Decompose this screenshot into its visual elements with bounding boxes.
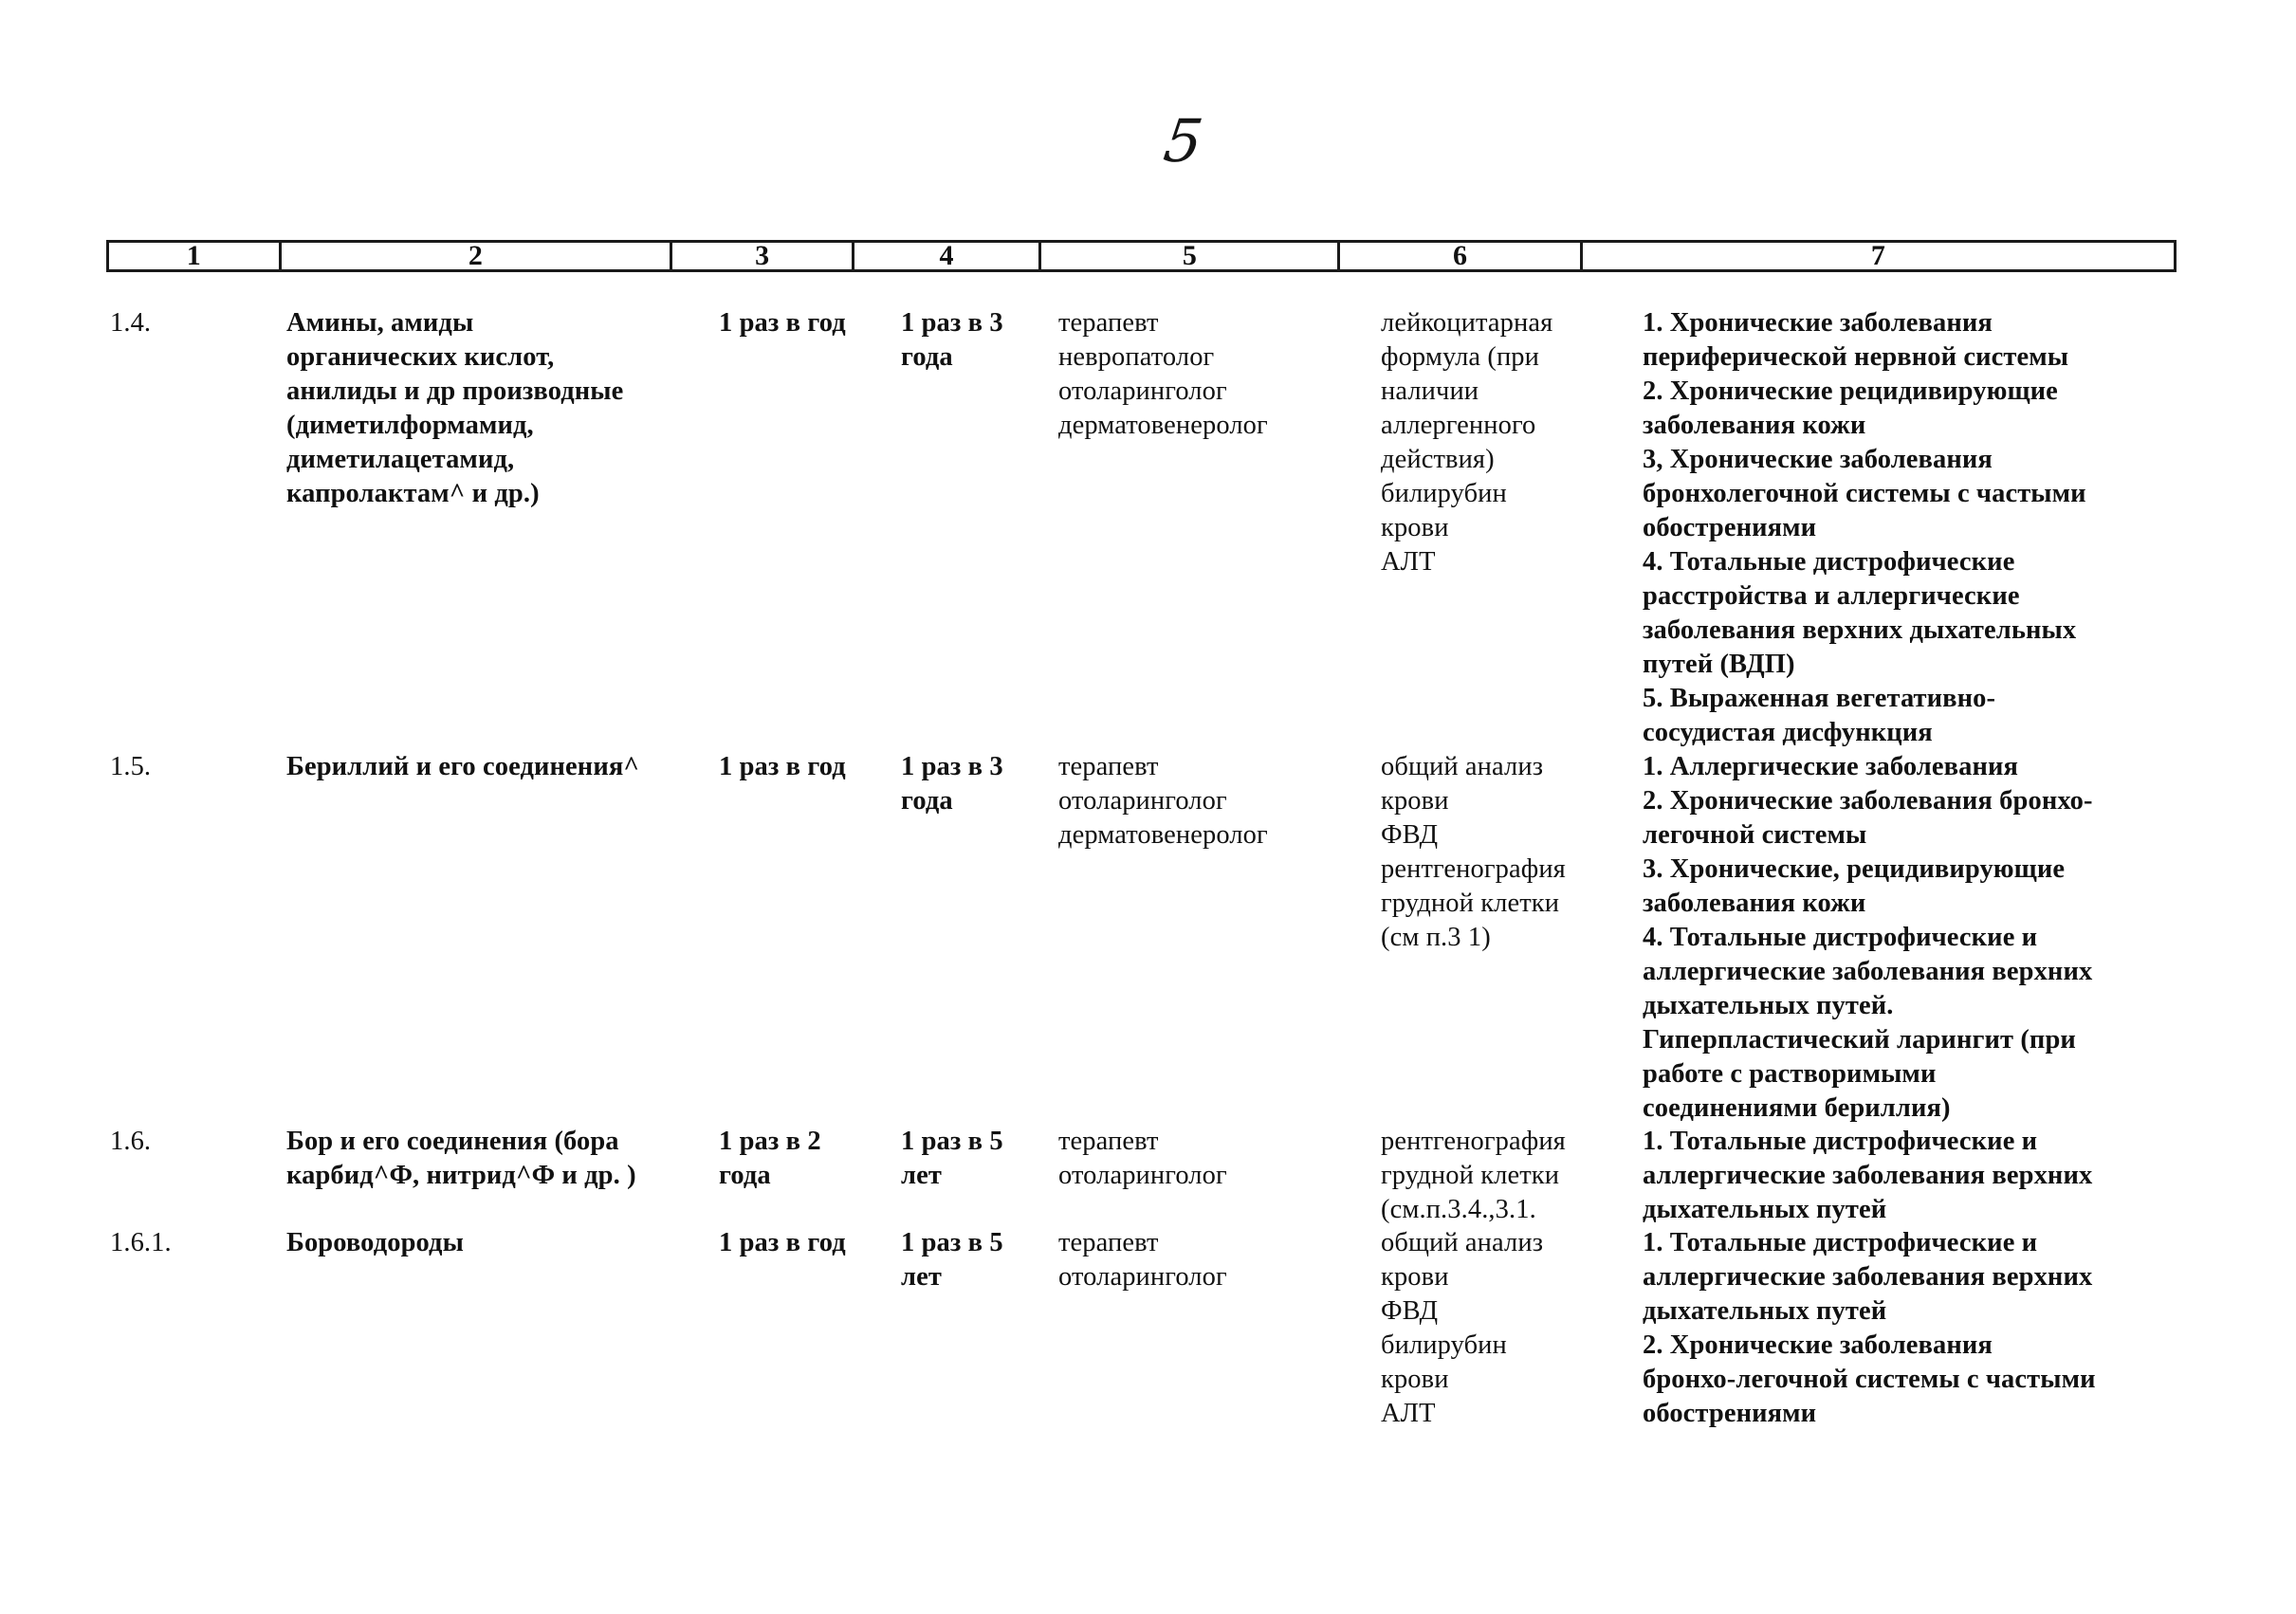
substance-cell: Бороводороды — [286, 1228, 464, 1257]
row-number: 1.5. — [110, 752, 152, 781]
contraindications-cell: 1. Тотальные дистрофические и аллергические заболевания верхних дыхательных путей — [1643, 1127, 2093, 1224]
specialists-cell: терапевт невропатолог отоларинголог дерматовенеролог — [1058, 308, 1268, 440]
specialists-cell: терапевт отоларинголог — [1058, 1127, 1227, 1190]
row-number: 1.4. — [110, 308, 152, 338]
header-col-4: 4 — [854, 243, 1041, 269]
row-number: 1.6. — [110, 1127, 152, 1156]
frequency-cell: 1 раз в 3 года — [901, 752, 1003, 816]
frequency-cell: 1 раз в год — [719, 752, 846, 781]
frequency-cell: 1 раз в 2 года — [719, 1127, 821, 1190]
tests-cell: общий анализ крови ФВД рентгенография грудной клетки (см п.3 1) — [1381, 752, 1566, 952]
contraindications-cell: 1. Хронические заболевания периферической нервной системы 2. Хронические рецидивирующие заболевания кожи 3, Хронические заболевания бронхолегочной системы с частыми обострениями 4. Тотальные дистрофические расстройства и аллергические заболевания верхних дыхательных путей (ВДП) 5. Выраженная вегетативно- сосудистая дисфункция — [1643, 308, 2086, 747]
header-col-2: 2 — [282, 243, 673, 269]
tests-cell: рентгенография грудной клетки (см.п.3.4.,3.1. — [1381, 1127, 1566, 1224]
header-col-7: 7 — [1870, 240, 1885, 271]
contraindications-cell: 1. Тотальные дистрофические и аллергические заболевания верхних дыхательных путей 2. Хронические заболевания бронхо-легочной системы с частыми обострениями — [1643, 1228, 2096, 1428]
specialists-cell: терапевт отоларинголог — [1058, 1228, 1227, 1292]
frequency-cell: 1 раз в год — [719, 1228, 846, 1257]
page-number: 5 — [1159, 106, 1207, 175]
header-col-5: 5 — [1041, 243, 1340, 269]
frequency-cell: 1 раз в 3 года — [901, 308, 1003, 372]
tests-cell: общий анализ крови ФВД билирубин крови АЛТ — [1381, 1228, 1544, 1428]
substance-cell: Бериллий и его соединения^ — [286, 752, 640, 781]
specialists-cell: терапевт отоларинголог дерматовенеролог — [1058, 752, 1268, 850]
header-col-6: 6 — [1340, 243, 1582, 269]
frequency-cell: 1 раз в 5 лет — [901, 1228, 1003, 1292]
tests-cell: лейкоцитарная формула (при наличии аллергенного действия) билирубин крови АЛТ — [1381, 308, 1553, 577]
header-col-1: 1 — [109, 243, 282, 269]
contraindications-cell: 1. Аллергические заболевания 2. Хронические заболевания бронхо- легочной системы 3. Хронические, рецидивирующие заболевания кожи 4. Тотальные дистрофические и аллергические заболевания верхних дыхательных путей. Гиперпластический ларингит (при работе с растворимыми соединениями бериллия) — [1643, 752, 2093, 1123]
substance-cell: Бор и его соединения (бора карбид^Ф, нитрид^Ф и др. ) — [286, 1127, 636, 1190]
header-col-3: 3 — [672, 243, 854, 269]
frequency-cell: 1 раз в 5 лет — [901, 1127, 1003, 1190]
frequency-cell: 1 раз в год — [719, 308, 846, 338]
row-number: 1.6.1. — [110, 1228, 172, 1257]
substance-cell: Амины, амиды органических кислот, анилиды и др производные (диметилформамид, диметилацетамид, капролактам^ и др.) — [286, 308, 624, 508]
